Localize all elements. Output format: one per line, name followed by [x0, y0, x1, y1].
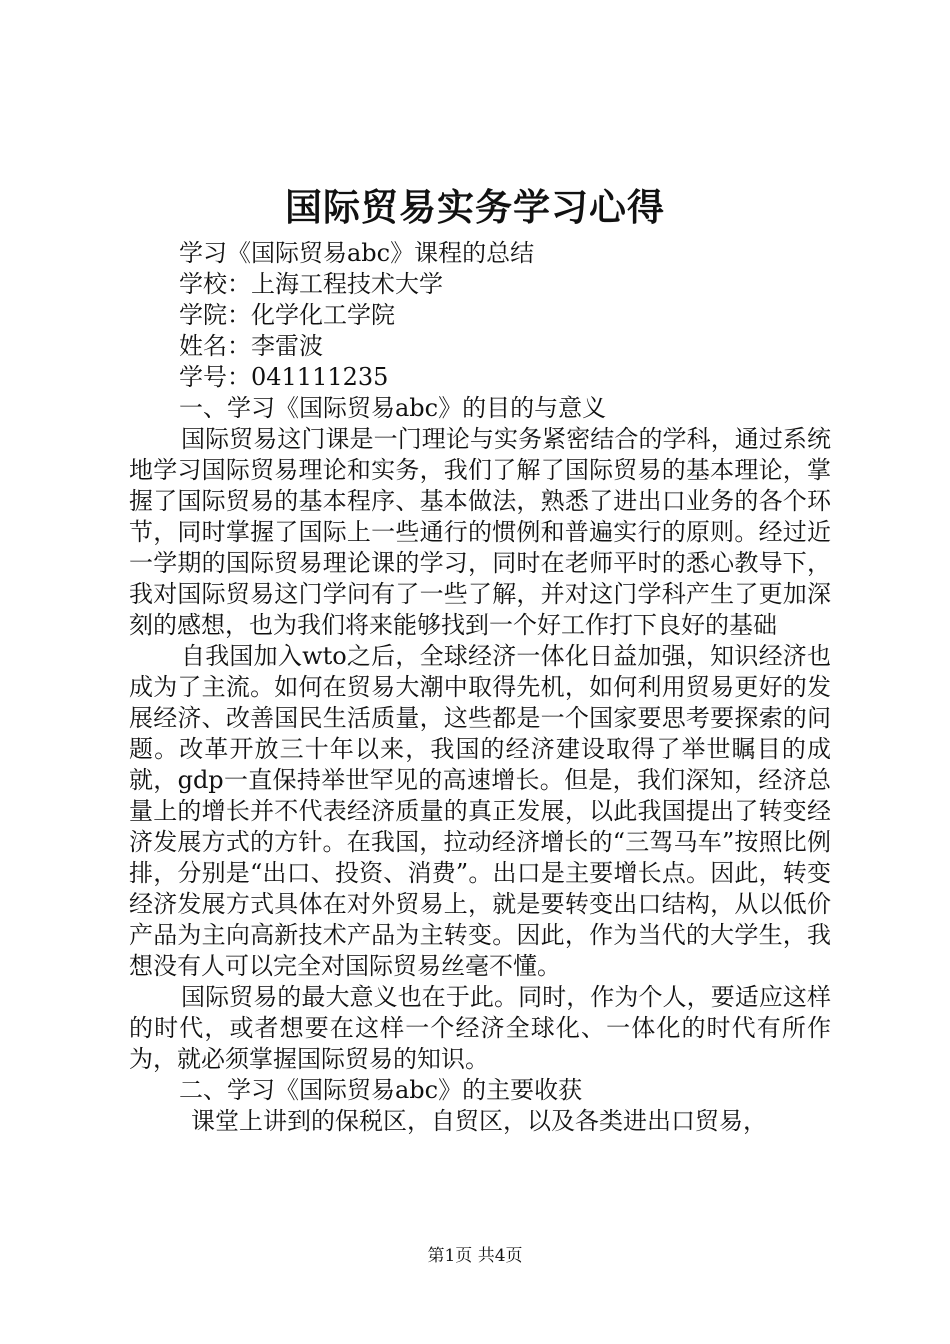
page-indicator: 第1页 共4页	[427, 1246, 523, 1266]
subtitle-line: 学习《国际贸易abc》课程的总结	[179, 239, 535, 267]
section-heading-1: 一、学习《国际贸易abc》的目的与意义	[179, 394, 607, 422]
paragraph-1: 国际贸易这门课是一门理论与实务紧密结合的学科，通过系统地学习国际贸易理论和实务，我们了解了国际贸易的基本理论，掌握了国际贸易的基本程序、基本做法，熟悉了进出口业务的各个环节，同时掌握了国际上一些通行的惯例和普遍实行的原则。经过近一学期的国际贸易理论课的学习，同时在老师平时的悉心教导下，我对国际贸易这门学问有了一些了解，并对这门学科产生了更加深刻的感想，也为我们将来能够找到一个好工作打下良好的基础	[129, 425, 831, 639]
school-line: 学校：上海工程技术大学	[179, 270, 443, 298]
paragraph-2: 自我国加入wto之后，全球经济一体化日益加强，知识经济也成为了主流。如何在贸易大潮中取得先机，如何利用贸易更好的发展经济、改善国民生活质量，这些都是一个国家要思考要探索的问题。改革开放三十年以来，我国的经济建设取得了举世瞩目的成就，gdp一直保持举世罕见的高速增长。但是，我们深知，经济总量上的增长并不代表经济质量的真正发展，以此我国提出了转变经济发展方式的方针。在我国，拉动经济增长的“三驾马车”按照比例排，分别是“出口、投资、消费”。出口是主要增长点。因此，转变经济发展方式具体在对外贸易上，就是要转变出口结构，从以低价产品为主向高新技术产品为主转变。因此，作为当代的大学生，我想没有人可以完全对国际贸易丝毫不懂。	[129, 642, 831, 980]
student-id-line: 学号：041111235	[179, 363, 389, 391]
document-body	[129, 238, 831, 1137]
document-title: 国际贸易实务学习心得	[285, 186, 665, 229]
college-line: 学院：化学化工学院	[179, 301, 395, 329]
section-heading-2: 二、学习《国际贸易abc》的主要收获	[179, 1076, 583, 1104]
name-line: 姓名：李雷波	[179, 332, 323, 360]
section2-first-line: 课堂上讲到的保税区，自贸区，以及各类进出口贸易，	[191, 1107, 767, 1135]
paragraph-3: 国际贸易的最大意义也在于此。同时，作为个人，要适应这样的时代，或者想要在这样一个经济全球化、一体化的时代有所作为，就必须掌握国际贸易的知识。	[129, 983, 831, 1073]
